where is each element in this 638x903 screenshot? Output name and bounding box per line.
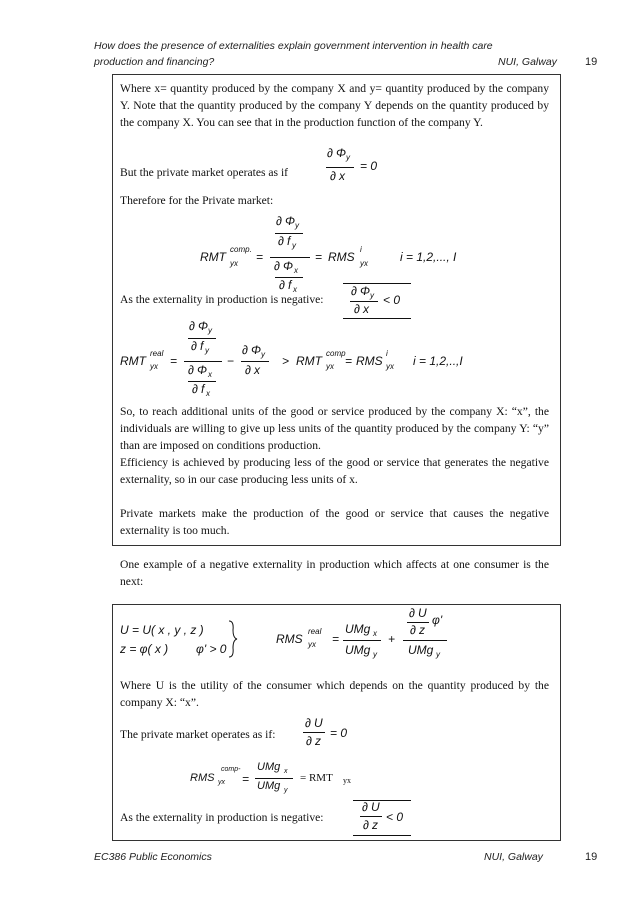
box1-paragraph-5: So, to reach additional units of the good or service produced by the company X: “x”, the individuals are willing to give up less units of the quantity produced by the company Y: “y” than are imposed on conditions production. xyxy=(120,405,549,452)
box1-paragraph-1: Where x= quantity produced by the company X and y= quantity produced by the company Y. Note that the quantity produced by the company Y depends on the quantity produced by the company X. You can see that in the production function of the company Y. xyxy=(120,82,549,129)
box1-paragraph-7: Private markets make the production of the good or service that causes the negative externality is too much. xyxy=(120,507,549,537)
header-page-number: 19 xyxy=(585,56,598,68)
box2-paragraph-1: Where U is the utility of the consumer which depends on the quantity produced by the company X: “x”. xyxy=(120,679,549,709)
brace-icon xyxy=(228,620,238,658)
middle-paragraph: One example of a negative externality in production which affects at one consumer is the next: xyxy=(120,558,549,588)
header-title-line1: How does the presence of externalities explain government intervention in health care xyxy=(94,40,493,52)
box1-paragraph-2: But the private market operates as if xyxy=(120,166,289,179)
footer-page-number: 19 xyxy=(585,851,598,863)
footer-institution: NUI, Galway xyxy=(484,851,543,863)
box1-paragraph-4: As the externality in production is negative: xyxy=(120,293,324,306)
box2-paragraph-3: As the externality in production is negative: xyxy=(120,811,324,824)
header-title-line2: production and financing? xyxy=(94,56,215,68)
box1-paragraph-6: Efficiency is achieved by producing less of the good or service that generates the negative externality, so in our case producing less units of x. xyxy=(120,456,549,486)
footer-course: EC386 Public Economics xyxy=(94,851,212,863)
box1-paragraph-3: Therefore for the Private market: xyxy=(120,194,274,207)
box2-paragraph-2: The private market operates as if: xyxy=(120,728,276,741)
header-institution: NUI, Galway xyxy=(498,56,557,68)
